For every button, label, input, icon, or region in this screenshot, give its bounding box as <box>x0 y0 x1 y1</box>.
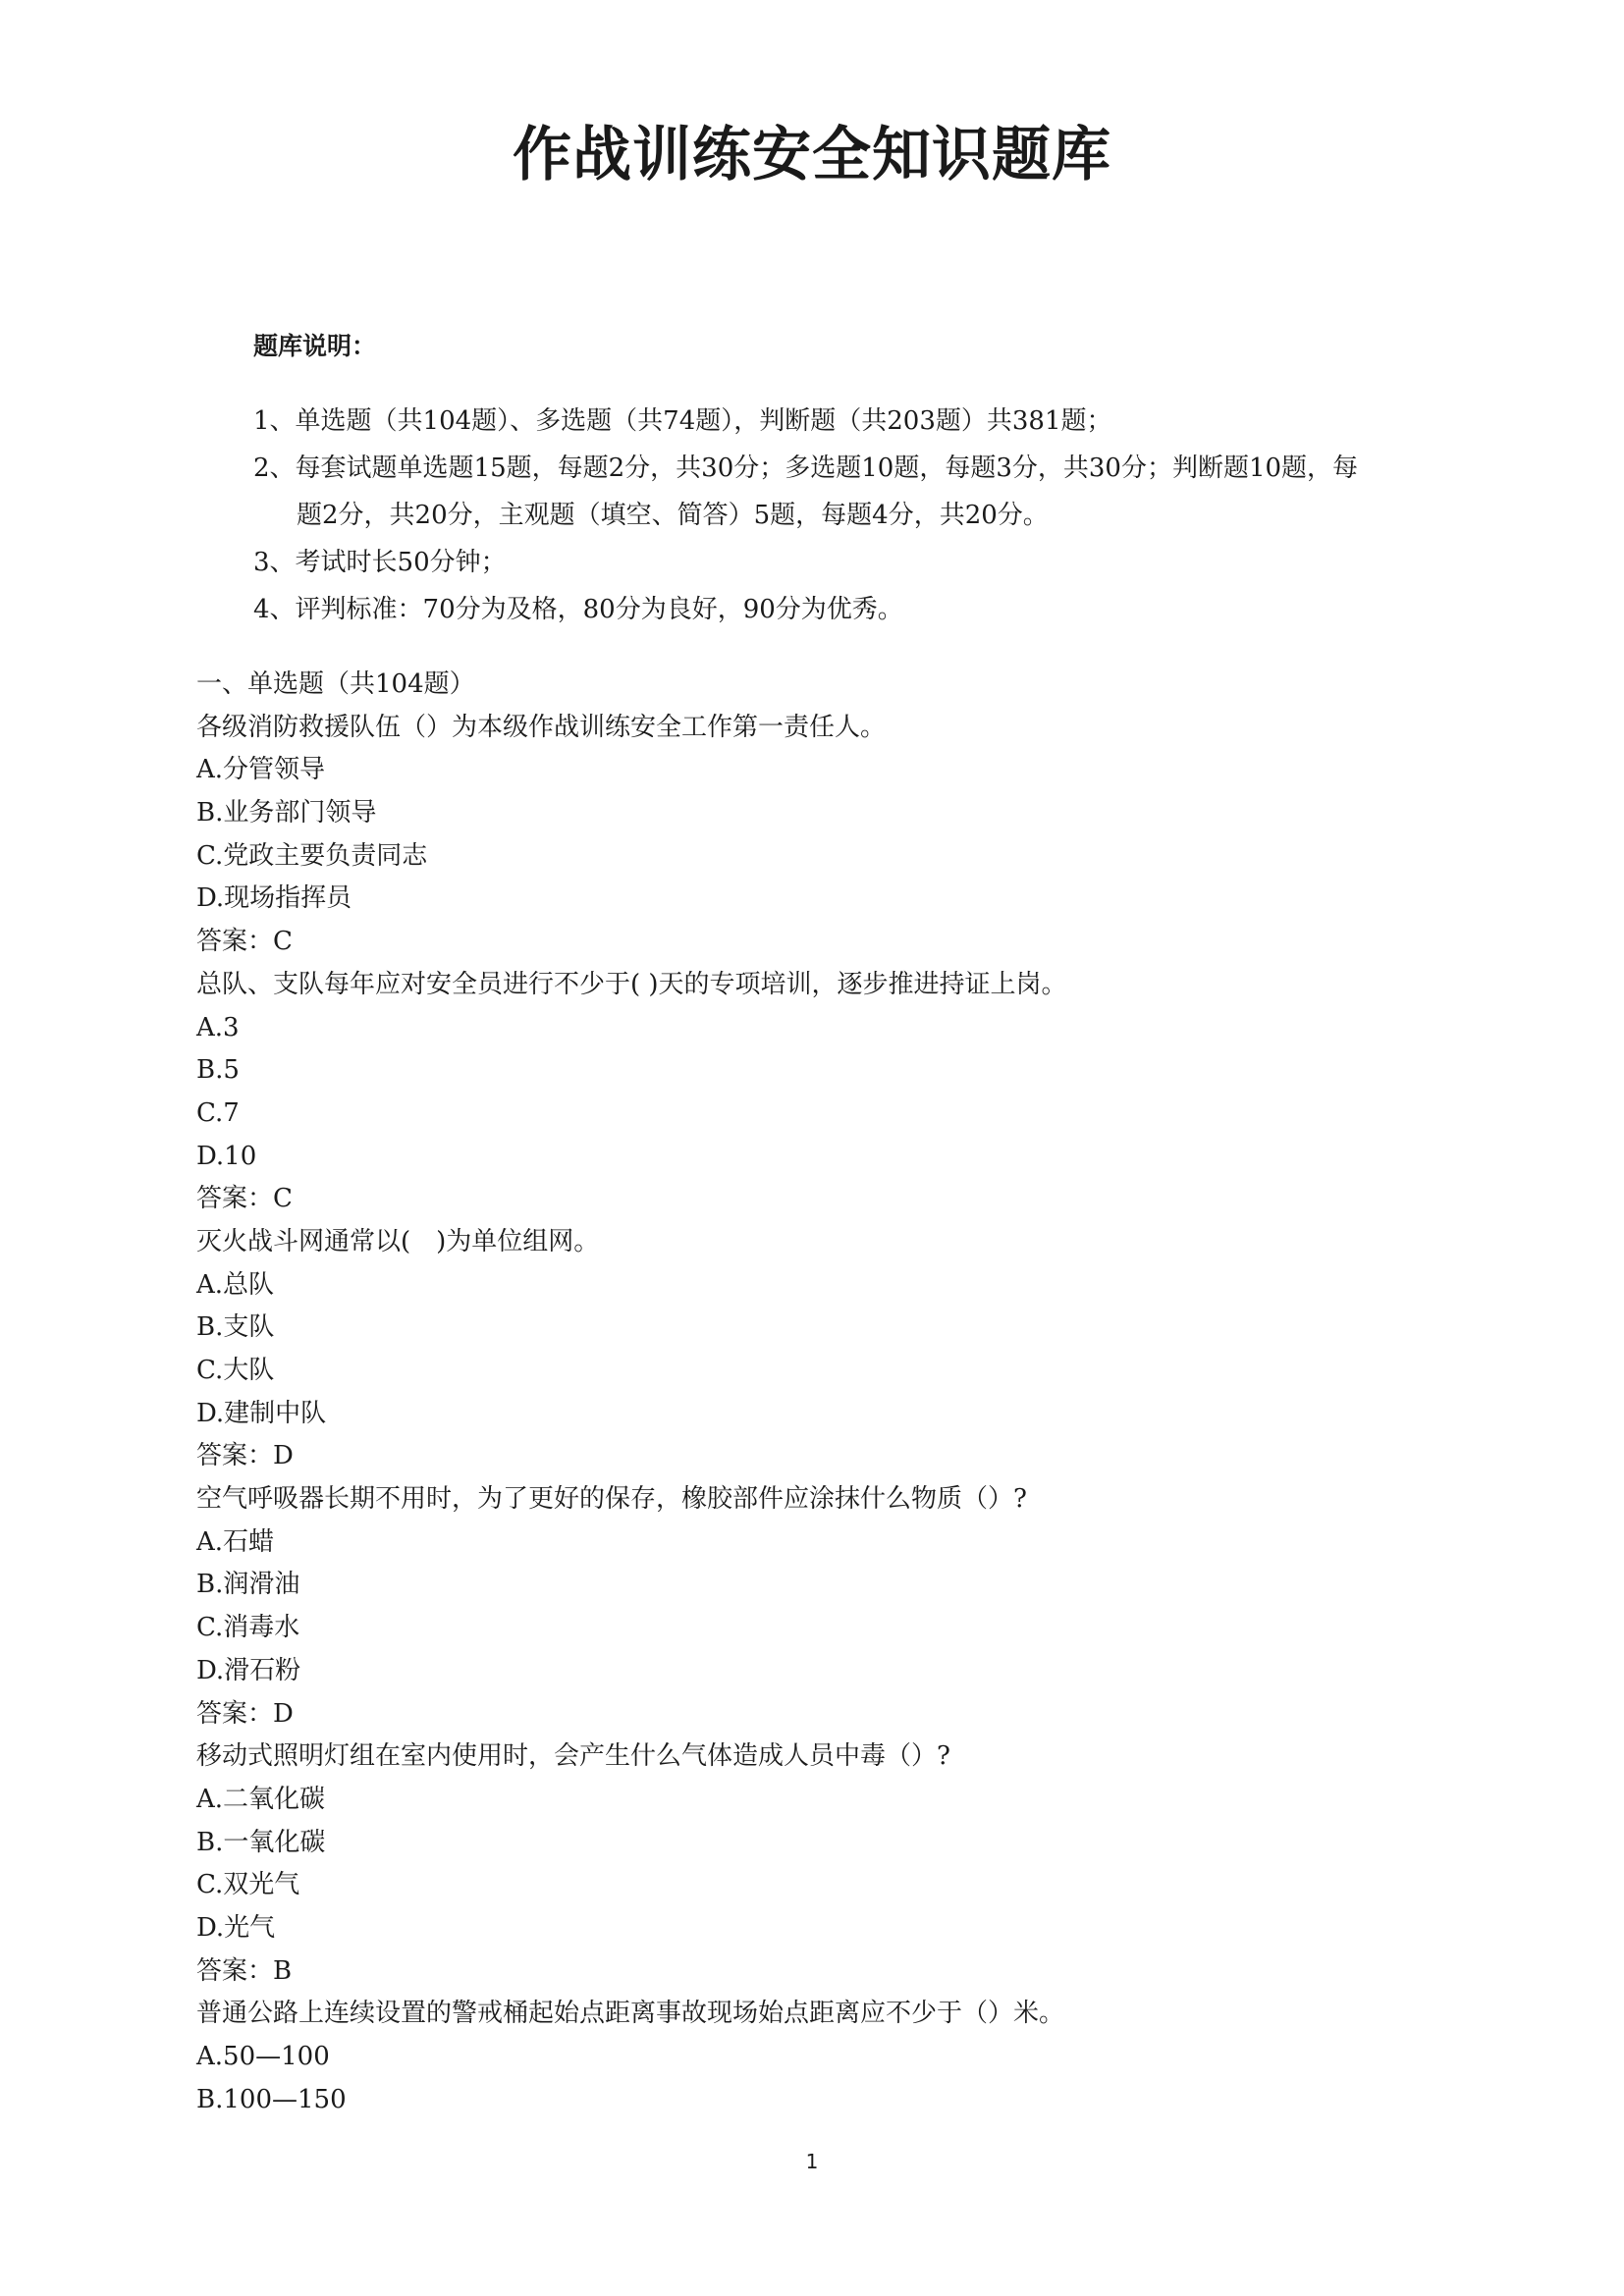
question-stem: 总队、支队每年应对安全员进行不少于( )天的专项培训，逐步推进持证上岗。 <box>196 969 1067 999</box>
question-option: D.建制中队 <box>196 1398 327 1428</box>
intro-item-2-line-2: 题2分，共20分，主观题（填空、简答）5题，每题4分，共20分。 <box>297 501 1049 530</box>
question-option: A.总队 <box>196 1269 275 1300</box>
question-option: B.100—150 <box>196 2084 347 2114</box>
question-stem: 普通公路上连续设置的警戒桶起始点距离事故现场始点距离应不少于（）米。 <box>196 1999 1065 2029</box>
question-stem: 灭火战斗网通常以( )为单位组网。 <box>196 1226 600 1256</box>
question-option: C.党政主要负责同志 <box>196 840 428 871</box>
document-title: 作战训练安全知识题库 <box>513 121 1111 189</box>
question-option: D.光气 <box>196 1912 276 1943</box>
question-option: D.现场指挥员 <box>196 883 352 914</box>
question-option: C.7 <box>196 1097 240 1128</box>
question-option: C.消毒水 <box>196 1613 300 1643</box>
question-option: C.大队 <box>196 1356 275 1385</box>
question-answer: 答案：C <box>196 927 293 957</box>
question-option: A.石蜡 <box>196 1526 275 1557</box>
question-option: B.润滑油 <box>196 1570 300 1600</box>
question-option: B.一氧化碳 <box>196 1827 326 1857</box>
question-answer: 答案：B <box>196 1955 293 1986</box>
page-number: 1 <box>805 2150 819 2173</box>
question-option: A.分管领导 <box>196 755 326 785</box>
question-option: A.二氧化碳 <box>196 1784 326 1814</box>
question-option: C.双光气 <box>196 1870 300 1900</box>
intro-item-2 <box>253 445 1451 539</box>
question-answer: 答案：D <box>196 1698 294 1729</box>
question-option: B.支队 <box>196 1312 275 1343</box>
section-heading: 一、单选题（共104题） <box>196 669 475 699</box>
question-option: D.滑石粉 <box>196 1655 301 1685</box>
question-stem: 空气呼吸器长期不用时，为了更好的保存，橡胶部件应涂抹什么物质（）? <box>196 1484 1027 1515</box>
question-answer: 答案：C <box>196 1184 293 1214</box>
question-option: A.3 <box>196 1012 240 1042</box>
question-section <box>196 664 1453 2121</box>
intro-item-4: 4、评判标准：70分为及格，80分为良好，90分为优秀。 <box>253 595 903 624</box>
question-option: A.50—100 <box>196 2042 330 2071</box>
intro-item-3: 3、考试时长50分钟； <box>253 548 507 577</box>
intro-item-2-line-1: 2、每套试题单选题15题，每题2分，共30分；多选题10题，每题3分，共30分；判断题10题，每 <box>253 454 1359 483</box>
question-option: D.10 <box>196 1141 257 1171</box>
intro-list <box>253 398 1451 633</box>
question-stem: 各级消防救援队伍（）为本级作战训练安全工作第一责任人。 <box>196 712 887 742</box>
intro-item-1: 1、单选题（共104题）、多选题（共74题），判断题（共203题）共381题； <box>253 406 1112 436</box>
intro-heading: 题库说明： <box>253 332 377 360</box>
question-stem: 移动式照明灯组在室内使用时，会产生什么气体造成人员中毒（）? <box>196 1741 950 1772</box>
question-answer: 答案：D <box>196 1441 294 1471</box>
question-option: B.5 <box>196 1055 240 1086</box>
question-option: B.业务部门领导 <box>196 798 377 828</box>
